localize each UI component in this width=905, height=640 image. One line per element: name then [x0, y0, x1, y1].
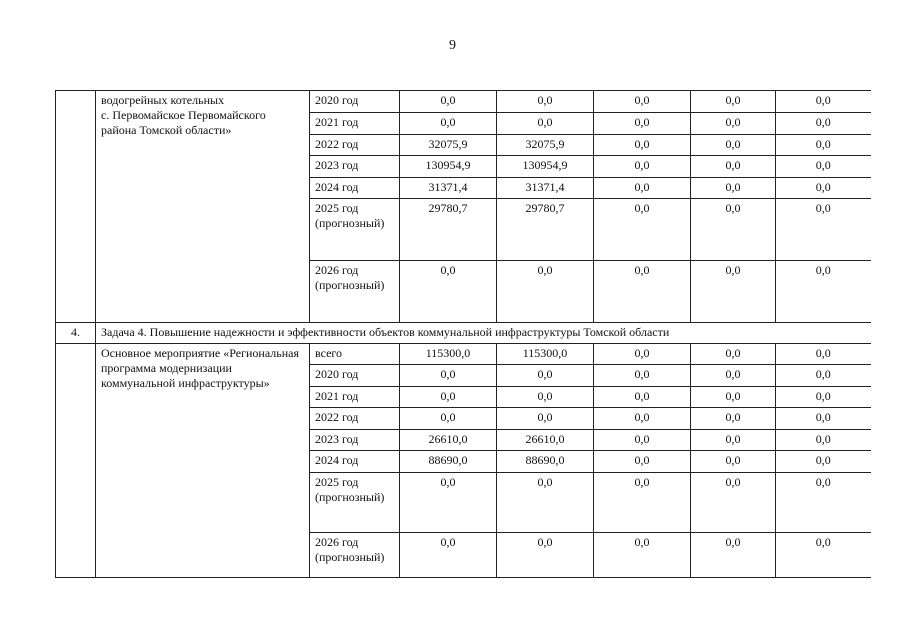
task-row	[56, 323, 871, 344]
value-cell: 88690,0	[497, 451, 594, 473]
value-cell: 0,0	[691, 344, 776, 365]
page-number: 9	[449, 38, 456, 53]
task-row-body	[56, 323, 871, 344]
value-cell: 0,0	[776, 408, 871, 430]
value-cell: 0,0	[594, 473, 691, 533]
value-cell: 0,0	[400, 533, 497, 578]
value-cell: 0,0	[776, 365, 871, 387]
value-cell: 0,0	[776, 261, 871, 323]
value-cell: 130954,9	[400, 156, 497, 178]
value-cell: 0,0	[594, 156, 691, 178]
value-cell: 0,0	[776, 387, 871, 408]
value-cell: 0,0	[691, 156, 776, 178]
value-cell: 0,0	[691, 199, 776, 261]
value-cell: 0,0	[776, 135, 871, 156]
activity-name: Основное мероприятие «Региональная программа модернизации коммунальной инфраструктуры»	[96, 344, 310, 578]
value-cell: 26610,0	[400, 430, 497, 451]
value-cell: 0,0	[400, 365, 497, 387]
table-row	[56, 344, 871, 365]
year-cell: 2025 год (прогнозный)	[310, 473, 400, 533]
value-cell: 31371,4	[497, 178, 594, 199]
value-cell: 0,0	[691, 261, 776, 323]
year-cell: 2022 год	[310, 408, 400, 430]
section-a-body	[56, 91, 871, 323]
year-cell: 2023 год	[310, 430, 400, 451]
value-cell: 32075,9	[400, 135, 497, 156]
value-cell: 0,0	[594, 408, 691, 430]
value-cell: 0,0	[776, 533, 871, 578]
value-cell: 32075,9	[497, 135, 594, 156]
value-cell: 0,0	[691, 178, 776, 199]
value-cell: 0,0	[594, 113, 691, 135]
value-cell: 0,0	[497, 387, 594, 408]
value-cell: 115300,0	[400, 344, 497, 365]
value-cell: 0,0	[594, 91, 691, 113]
value-cell: 0,0	[400, 91, 497, 113]
value-cell: 0,0	[776, 344, 871, 365]
value-cell: 0,0	[691, 430, 776, 451]
year-cell: 2025 год (прогнозный)	[310, 199, 400, 261]
value-cell: 0,0	[400, 473, 497, 533]
value-cell: 0,0	[776, 473, 871, 533]
year-cell: 2023 год	[310, 156, 400, 178]
table-row	[56, 91, 871, 113]
value-cell: 0,0	[497, 473, 594, 533]
value-cell: 0,0	[497, 261, 594, 323]
value-cell: 0,0	[691, 451, 776, 473]
value-cell: 0,0	[691, 113, 776, 135]
value-cell: 0,0	[691, 533, 776, 578]
value-cell: 0,0	[776, 199, 871, 261]
activity-name: водогрейных котельных с. Первомайское Первомайского района Томской области»	[96, 91, 310, 323]
value-cell: 0,0	[594, 387, 691, 408]
value-cell: 0,0	[691, 365, 776, 387]
row-index-cell	[56, 91, 96, 323]
value-cell: 115300,0	[497, 344, 594, 365]
value-cell: 31371,4	[400, 178, 497, 199]
value-cell: 130954,9	[497, 156, 594, 178]
value-cell: 0,0	[594, 135, 691, 156]
value-cell: 0,0	[497, 533, 594, 578]
year-cell: 2020 год	[310, 91, 400, 113]
year-cell: 2024 год	[310, 451, 400, 473]
value-cell: 0,0	[691, 91, 776, 113]
value-cell: 0,0	[497, 408, 594, 430]
value-cell: 0,0	[776, 430, 871, 451]
value-cell: 0,0	[691, 408, 776, 430]
year-cell: 2020 год	[310, 365, 400, 387]
value-cell: 0,0	[594, 533, 691, 578]
value-cell: 0,0	[776, 156, 871, 178]
value-cell: 0,0	[400, 408, 497, 430]
year-cell: 2024 год	[310, 178, 400, 199]
value-cell: 29780,7	[400, 199, 497, 261]
value-cell: 0,0	[594, 178, 691, 199]
year-cell: 2026 год (прогнозный)	[310, 261, 400, 323]
year-cell: 2026 год (прогнозный)	[310, 533, 400, 578]
value-cell: 0,0	[497, 113, 594, 135]
value-cell: 0,0	[594, 365, 691, 387]
value-cell: 0,0	[594, 451, 691, 473]
year-cell: всего	[310, 344, 400, 365]
value-cell: 0,0	[776, 113, 871, 135]
value-cell: 26610,0	[497, 430, 594, 451]
value-cell: 0,0	[776, 178, 871, 199]
value-cell: 0,0	[400, 387, 497, 408]
value-cell: 0,0	[497, 91, 594, 113]
value-cell: 0,0	[691, 387, 776, 408]
value-cell: 0,0	[691, 135, 776, 156]
value-cell: 0,0	[594, 430, 691, 451]
value-cell: 0,0	[594, 344, 691, 365]
value-cell: 0,0	[400, 113, 497, 135]
value-cell: 0,0	[594, 261, 691, 323]
value-cell: 0,0	[497, 365, 594, 387]
value-cell: 29780,7	[497, 199, 594, 261]
year-cell: 2021 год	[310, 387, 400, 408]
value-cell: 0,0	[594, 199, 691, 261]
year-cell: 2022 год	[310, 135, 400, 156]
value-cell: 0,0	[776, 451, 871, 473]
value-cell: 0,0	[691, 473, 776, 533]
section-b-body	[56, 344, 871, 578]
value-cell: 88690,0	[400, 451, 497, 473]
year-cell: 2021 год	[310, 113, 400, 135]
row-index-cell	[56, 344, 96, 578]
task-index: 4.	[56, 323, 96, 344]
value-cell: 0,0	[400, 261, 497, 323]
value-cell: 0,0	[776, 91, 871, 113]
task-title: Задача 4. Повышение надежности и эффективности объектов коммунальной инфраструктуры Томской области	[96, 323, 871, 344]
financing-table	[55, 90, 871, 578]
